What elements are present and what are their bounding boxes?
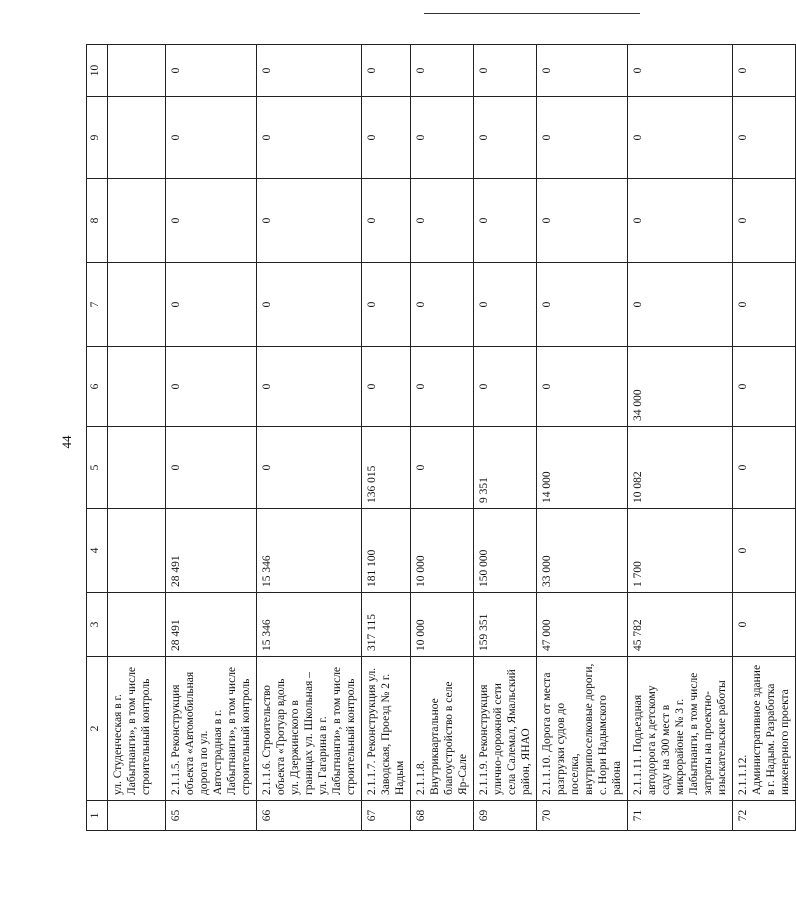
header-cell: 2 [87, 657, 108, 801]
data-table [86, 44, 796, 831]
header-row [87, 45, 108, 831]
cell-col9: 0 [362, 97, 411, 179]
cell-col6: 0 [362, 347, 411, 427]
header-cell: 5 [87, 427, 108, 509]
cell-col6: 0 [733, 347, 796, 427]
cell-col7 [108, 263, 166, 347]
row-number: 66 [257, 801, 362, 831]
cell-col3: 15 346 [257, 593, 362, 657]
header-cell: 1 [87, 801, 108, 831]
cell-col7: 0 [362, 263, 411, 347]
cell-col8: 0 [733, 179, 796, 263]
cell-col8 [108, 179, 166, 263]
cell-col6: 0 [257, 347, 362, 427]
cell-col8: 0 [257, 179, 362, 263]
cell-col8: 0 [166, 179, 257, 263]
cell-col9: 0 [733, 97, 796, 179]
table-row [166, 45, 257, 831]
cell-col4: 10 000 [411, 509, 474, 593]
cell-col10: 0 [628, 45, 733, 97]
row-number: 65 [166, 801, 257, 831]
cell-col9 [108, 97, 166, 179]
row-name: ул. Студенческая в г. Лабытнанги», в том числе строительный контроль [108, 657, 166, 801]
cell-col6: 34 000 [628, 347, 733, 427]
cell-col10: 0 [474, 45, 537, 97]
cell-col8: 0 [628, 179, 733, 263]
cell-col7: 0 [537, 263, 628, 347]
cell-col3 [108, 593, 166, 657]
cell-col10: 0 [362, 45, 411, 97]
cell-col9: 0 [411, 97, 474, 179]
header-cell: 7 [87, 263, 108, 347]
cell-col8: 0 [474, 179, 537, 263]
row-name: 2.1.1.10. Дорога от места разгрузки судов до поселка, внутрипоселковые дороги, с. Нори Надымского района [537, 657, 628, 801]
cell-col8: 0 [537, 179, 628, 263]
cell-col9: 0 [257, 97, 362, 179]
cell-col7: 0 [411, 263, 474, 347]
cell-col5: 0 [411, 427, 474, 509]
page-number: 44 [59, 435, 74, 449]
cell-col7: 0 [628, 263, 733, 347]
cell-col10 [108, 45, 166, 97]
cell-col5: 0 [166, 427, 257, 509]
table-row [537, 45, 628, 831]
row-name: 2.1.1.7. Реконструкция ул. Заводская, Проезд № 2 г. Надым [362, 657, 411, 801]
header-cell: 10 [87, 45, 108, 97]
cell-col7: 0 [257, 263, 362, 347]
cell-col5: 14 000 [537, 427, 628, 509]
cell-col4 [108, 509, 166, 593]
cell-col4: 15 346 [257, 509, 362, 593]
table-body [87, 45, 796, 831]
cell-col8: 0 [362, 179, 411, 263]
rotated-table-sheet [86, 45, 791, 831]
cell-col9: 0 [166, 97, 257, 179]
row-name: 2.1.1.9. Реконструкция улично-дорожной сети села Салемал, Ямальский район, ЯНАО [474, 657, 537, 801]
table-row [108, 45, 166, 831]
row-name: 2.1.1.11. Подъездная автодорога к детскому саду на 300 мест в микрорайоне № 3 г. Лабытнанги, в том числе затраты на проектно-изыскательские работы [628, 657, 733, 801]
top-rule [424, 13, 640, 14]
cell-col5: 10 082 [628, 427, 733, 509]
cell-col3: 0 [733, 593, 796, 657]
cell-col10: 0 [411, 45, 474, 97]
table-row [474, 45, 537, 831]
cell-col9: 0 [628, 97, 733, 179]
row-number: 70 [537, 801, 628, 831]
cell-col4: 1 700 [628, 509, 733, 593]
header-cell: 8 [87, 179, 108, 263]
cell-col7: 0 [474, 263, 537, 347]
header-cell: 6 [87, 347, 108, 427]
row-number: 72 [733, 801, 796, 831]
cell-col9: 0 [474, 97, 537, 179]
cell-col10: 0 [733, 45, 796, 97]
row-name: 2.1.1.12. Административное здание в г. Надым. Разработка инженерного проекта [733, 657, 796, 801]
cell-col6: 0 [166, 347, 257, 427]
row-number: 67 [362, 801, 411, 831]
cell-col5: 136 015 [362, 427, 411, 509]
cell-col10: 0 [257, 45, 362, 97]
cell-col3: 45 782 [628, 593, 733, 657]
cell-col7: 0 [733, 263, 796, 347]
row-name: 2.1.1.5. Реконструкция объекта «Автомобильная дорога по ул. Автострадная в г. Лабытнанги», в том числе строительный контроль [166, 657, 257, 801]
cell-col5: 0 [257, 427, 362, 509]
cell-col6 [108, 347, 166, 427]
cell-col5 [108, 427, 166, 509]
row-number: 68 [411, 801, 474, 831]
table-row [257, 45, 362, 831]
cell-col4: 28 491 [166, 509, 257, 593]
table-row [733, 45, 796, 831]
cell-col6: 0 [411, 347, 474, 427]
header-cell: 9 [87, 97, 108, 179]
cell-col3: 28 491 [166, 593, 257, 657]
cell-col4: 181 100 [362, 509, 411, 593]
cell-col4: 150 000 [474, 509, 537, 593]
cell-col8: 0 [411, 179, 474, 263]
cell-col3: 10 000 [411, 593, 474, 657]
cell-col10: 0 [166, 45, 257, 97]
table-row [411, 45, 474, 831]
cell-col7: 0 [166, 263, 257, 347]
table-row [362, 45, 411, 831]
cell-col4: 0 [733, 509, 796, 593]
cell-col4: 33 000 [537, 509, 628, 593]
cell-col10: 0 [537, 45, 628, 97]
header-cell: 3 [87, 593, 108, 657]
cell-col3: 47 000 [537, 593, 628, 657]
row-number: 71 [628, 801, 733, 831]
table-row [628, 45, 733, 831]
cell-col5: 9 351 [474, 427, 537, 509]
cell-col3: 159 351 [474, 593, 537, 657]
cell-col9: 0 [537, 97, 628, 179]
cell-col6: 0 [537, 347, 628, 427]
cell-col6: 0 [474, 347, 537, 427]
row-number: 69 [474, 801, 537, 831]
cell-col3: 317 115 [362, 593, 411, 657]
row-name: 2.1.1.8. Внутриквартальное благоустройство в селе Яр-Сале [411, 657, 474, 801]
row-name: 2.1.1.6. Строительство объекта «Тротуар вдоль ул. Дзержинского в границах ул. Школьная – ул. Гагарина в г. Лабытнанги», в том числе строительный контроль [257, 657, 362, 801]
header-cell: 4 [87, 509, 108, 593]
row-number [108, 801, 166, 831]
cell-col5: 0 [733, 427, 796, 509]
